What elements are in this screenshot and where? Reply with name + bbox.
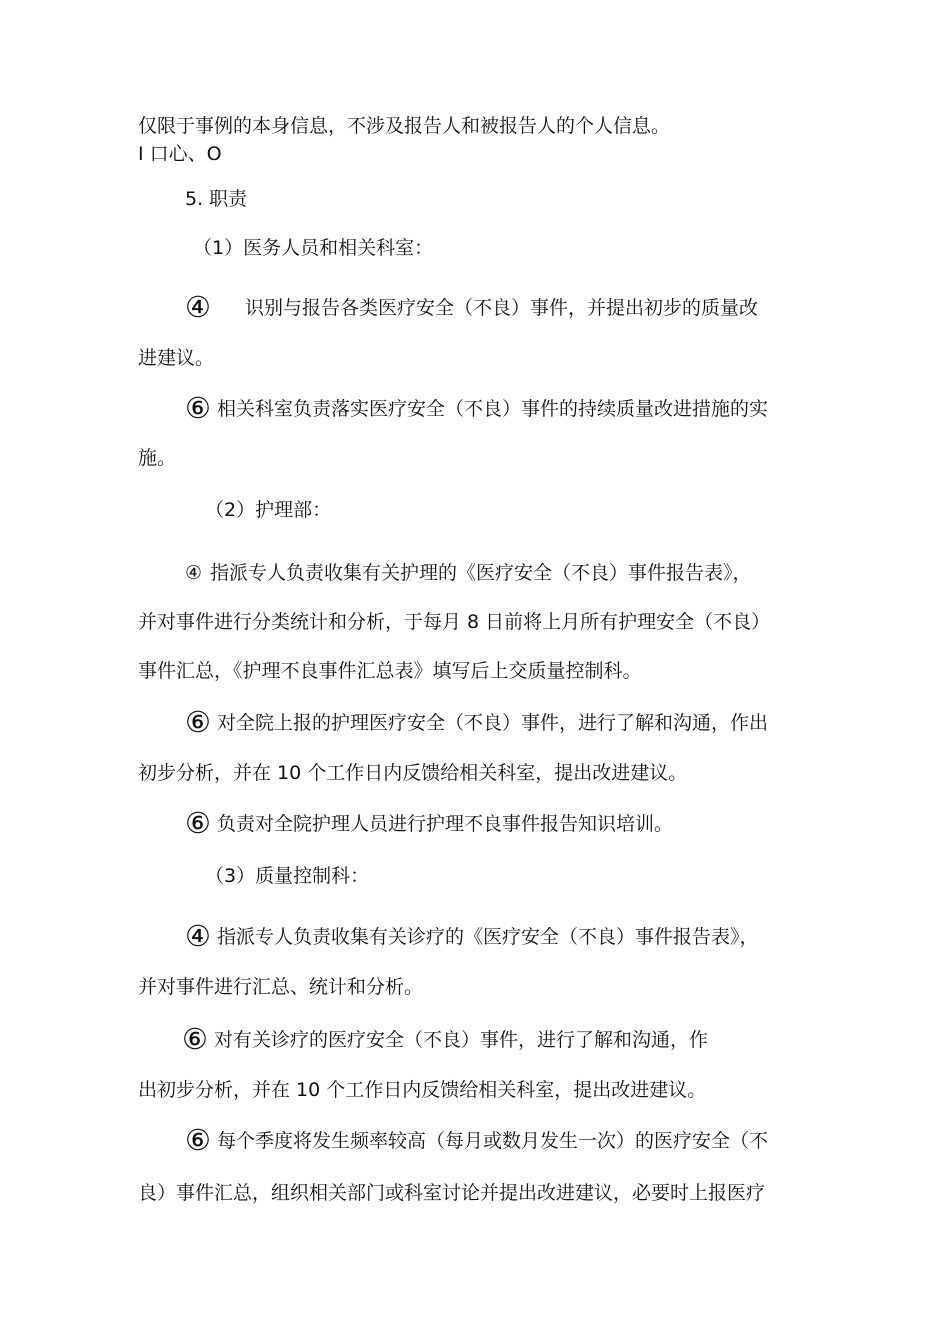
circled-four-marker: ④ bbox=[185, 290, 211, 324]
list-item bbox=[185, 705, 769, 739]
text-line: 初步分析，并在 10 个工作日内反馈给相关科室，提出改进建议。 bbox=[138, 762, 688, 784]
section-heading: 5. 职责 bbox=[185, 188, 248, 210]
circled-six-marker: ⑥ bbox=[182, 1022, 208, 1056]
subsection-heading: （1）医务人员和相关科室： bbox=[193, 237, 434, 259]
subsection-heading: （3）质量控制科： bbox=[205, 865, 370, 887]
circled-six-marker: ⑥ bbox=[185, 705, 211, 739]
list-item bbox=[185, 290, 759, 324]
subsection-heading: （2）护理部： bbox=[205, 499, 332, 521]
list-item bbox=[185, 1123, 769, 1157]
text-line: I 口心、O bbox=[138, 143, 222, 165]
list-item bbox=[185, 391, 769, 425]
list-item-text: 指派专人负责收集有关诊疗的《医疗安全（不良）事件报告表》， bbox=[217, 926, 759, 948]
list-item-text: 对全院上报的护理医疗安全（不良）事件，进行了解和沟通，作出 bbox=[217, 712, 769, 734]
circled-six-marker: ⑥ bbox=[185, 1123, 211, 1157]
text-line: 施。 bbox=[138, 447, 177, 469]
text-line: 进建议。 bbox=[138, 347, 215, 369]
text-line: 并对事件进行汇总、统计和分析。 bbox=[138, 976, 424, 998]
list-item-text: 指派专人负责收集有关护理的《医疗安全（不良）事件报告表》， bbox=[210, 562, 752, 584]
list-item-text: 对有关诊疗的医疗安全（不良）事件，进行了解和沟通，作 bbox=[214, 1029, 709, 1051]
circled-four-marker: ④ bbox=[185, 919, 211, 953]
list-item bbox=[185, 560, 752, 586]
circled-four-marker: ④ bbox=[185, 562, 203, 584]
list-item bbox=[185, 806, 674, 840]
text-line: 并对事件进行分类统计和分析，于每月 8 日前将上月所有护理安全（不良） bbox=[138, 611, 771, 633]
text-line: 仅限于事例的本身信息，不涉及报告人和被报告人的个人信息。 bbox=[138, 115, 671, 137]
text-line: 出初步分析，并在 10 个工作日内反馈给相关科室，提出改进建议。 bbox=[138, 1079, 707, 1101]
list-item-text: 负责对全院护理人员进行护理不良事件报告知识培训。 bbox=[217, 813, 674, 835]
text-line: 良）事件汇总，组织相关部门或科室讨论并提出改进建议，必要时上报医疗 bbox=[138, 1182, 766, 1204]
list-item bbox=[185, 919, 759, 953]
circled-six-marker: ⑥ bbox=[185, 391, 211, 425]
list-item-text: 相关科室负责落实医疗安全（不良）事件的持续质量改进措施的实 bbox=[217, 398, 769, 420]
list-item bbox=[182, 1022, 709, 1056]
list-item-text: 每个季度将发生频率较高（每月或数月发生一次）的医疗安全（不 bbox=[217, 1130, 769, 1152]
list-item-text: 识别与报告各类医疗安全（不良）事件，并提出初步的质量改 bbox=[245, 297, 759, 319]
text-line: 事件汇总，《护理不良事件汇总表》填写后上交质量控制科。 bbox=[138, 660, 642, 682]
circled-six-marker: ⑥ bbox=[185, 806, 211, 840]
